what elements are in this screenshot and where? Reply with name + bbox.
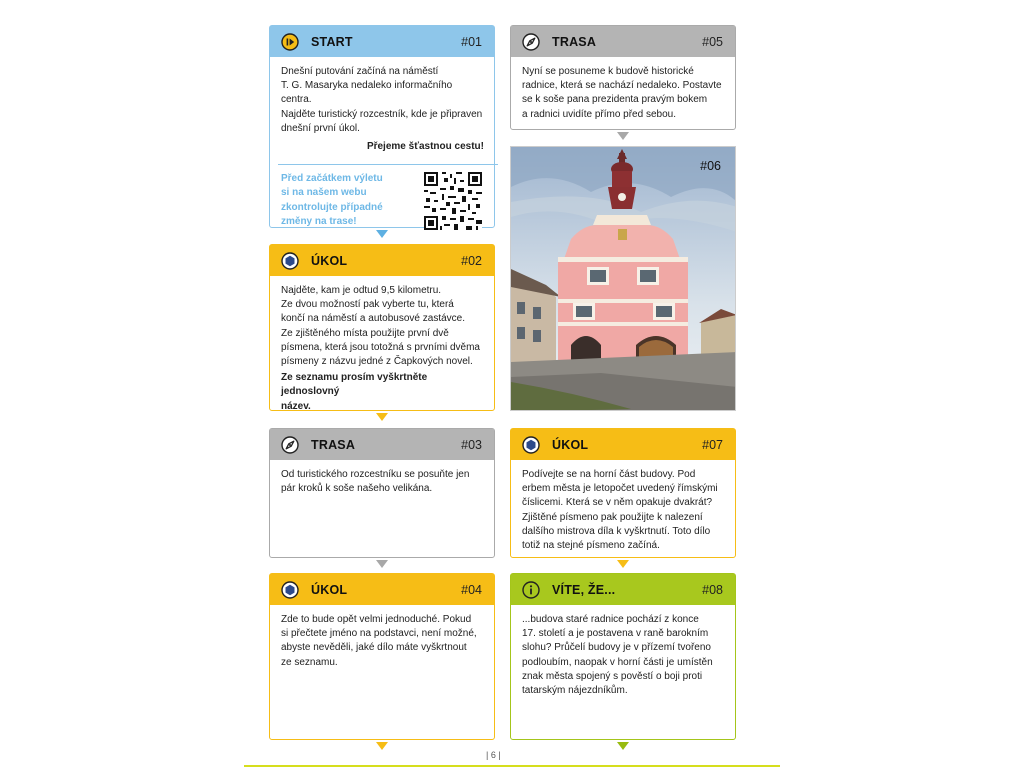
text-line: Najděte turistický rozcestník, kde je připraven: [281, 108, 483, 120]
card-header: [270, 245, 494, 276]
text-line: si přečtete jméno na podstavci, není možné,: [281, 628, 477, 640]
flow-arrow: [376, 230, 388, 238]
card-header: [270, 429, 494, 460]
card-info-08: [510, 573, 736, 740]
card-title: START: [311, 34, 353, 49]
text-line: Od turistického rozcestníku se posuňte jen: [281, 469, 470, 480]
compass-icon: [522, 33, 540, 51]
qr-note-line: zkontrolujte případné: [281, 201, 383, 213]
text-line: se k soše pana prezidenta pravým bokem: [522, 94, 708, 106]
text-line: Zjištěné písmeno pak použijte k nalezení: [522, 511, 703, 523]
text-line: tatarským nájezdníkům.: [522, 685, 628, 697]
text-line: Ze zjištěného místa použijte první dvě: [281, 327, 449, 339]
card-header: [270, 26, 494, 57]
card-body: [270, 276, 494, 414]
text-line: 17. století a je postavena v raně barokním: [522, 628, 709, 640]
text-line: Zde to bude opět velmi jednoduché. Pokud: [281, 614, 472, 625]
card-number: #06: [700, 159, 721, 173]
card-route-05: [510, 25, 736, 130]
flow-arrow: [376, 560, 388, 568]
card-task-02: [269, 244, 495, 411]
qr-note-line: Před začátkem výletu: [281, 173, 383, 185]
instruction-line: Ze seznamu prosím vyškrtněte jednoslovný: [281, 372, 428, 398]
text-line: podloubím, naopak v horní části je umístěn: [522, 656, 713, 668]
text-line: ...budova staré radnice pochází z konce: [522, 614, 699, 625]
card-start: [269, 25, 495, 228]
text-line: totiž na stejné písmeno začíná.: [522, 540, 660, 552]
flow-arrow: [617, 132, 629, 140]
text-line: T. G. Masaryka nedaleko informačního centra.: [281, 80, 453, 106]
card-number: #02: [461, 253, 482, 268]
instruction-line: název.: [281, 400, 311, 412]
town-hall-photo: [510, 146, 736, 411]
card-title: ÚKOL: [552, 437, 589, 452]
text-line: písmeny z názvu jedné z Čapkových novel.: [281, 356, 473, 368]
text-line: erbem města je letopočet uvedený římskými: [522, 483, 718, 495]
text-line: dalšího mistrova díla k vyškrtnutí. Toto dílo: [522, 525, 711, 537]
qr-code-icon[interactable]: [424, 172, 482, 230]
card-task-04: [269, 573, 495, 740]
hexagon-icon: [281, 581, 299, 599]
card-title: ÚKOL: [311, 253, 348, 268]
text-line: abyste nevěděli, jaké dílo máte vyškrtnout: [281, 642, 467, 654]
text-line: Podívejte se na horní část budovy. Pod: [522, 469, 696, 480]
card-title: TRASA: [311, 437, 356, 452]
town-hall-illustration: [511, 147, 736, 411]
card-body: [511, 57, 735, 122]
text-line: ze seznamu.: [281, 656, 338, 668]
card-body: [270, 460, 494, 496]
card-body: [511, 605, 735, 698]
flow-arrow: [617, 742, 629, 750]
card-title: ÚKOL: [311, 582, 348, 597]
card-number: #04: [461, 582, 482, 597]
flow-arrow: [617, 560, 629, 568]
text-line: Ze dvou možností pak vyberte tu, která: [281, 299, 454, 311]
text-line: pár kroků k soše našeho velikána.: [281, 483, 433, 495]
card-title: TRASA: [552, 34, 597, 49]
card-body: [511, 460, 735, 553]
card-number: #05: [702, 34, 723, 49]
closing-text: Přejeme šťastnou cestu!: [366, 141, 484, 153]
qr-section: [281, 165, 484, 230]
card-header: [511, 429, 735, 460]
play-icon: [281, 33, 299, 51]
card-body: [270, 605, 494, 670]
text-line: dnešní první úkol.: [281, 122, 360, 134]
card-number: #03: [461, 437, 482, 452]
qr-note-line: si na našem webu: [281, 187, 367, 199]
hexagon-icon: [281, 252, 299, 270]
text-line: a radnici uvidíte přímo před sebou.: [522, 108, 676, 120]
text-line: Najděte, kam je odtud 9,5 kilometru.: [281, 285, 442, 296]
text-line: radnice, která se nachází nedaleko. Postavte: [522, 80, 722, 92]
text-line: Dnešní putování začíná na náměstí: [281, 66, 439, 77]
card-header: [270, 574, 494, 605]
qr-note-line: změny na trase!: [281, 215, 357, 227]
card-title: VÍTE, ŽE...: [552, 582, 616, 597]
card-number: #01: [461, 34, 482, 49]
text-line: končí na náměstí a autobusové zastávce.: [281, 313, 465, 325]
compass-icon: [281, 436, 299, 454]
text-line: Nyní se posuneme k budově historické: [522, 66, 694, 77]
flow-arrow: [376, 413, 388, 421]
text-line: slohu? Průčelí budovy je v přízemí tvořeno: [522, 642, 711, 654]
card-number: #08: [702, 582, 723, 597]
flow-arrow: [376, 742, 388, 750]
card-header: [511, 574, 735, 605]
card-number: #07: [702, 437, 723, 452]
text-line: písmena, která jsou totožná s prvními dvěma: [281, 341, 480, 353]
hexagon-icon: [522, 436, 540, 454]
text-line: číslicemi. Která se v něm opakuje dvakrát?: [522, 497, 713, 509]
qr-note: [281, 172, 411, 229]
text-line: znak města spojený s pověstí o boji proti: [522, 670, 703, 682]
page-number: | 6 |: [486, 750, 501, 760]
card-header: [511, 26, 735, 57]
card-route-03: [269, 428, 495, 558]
card-task-07: [510, 428, 736, 558]
page-footer-line: [244, 765, 780, 767]
info-icon: [522, 581, 540, 599]
card-body: [270, 57, 494, 230]
